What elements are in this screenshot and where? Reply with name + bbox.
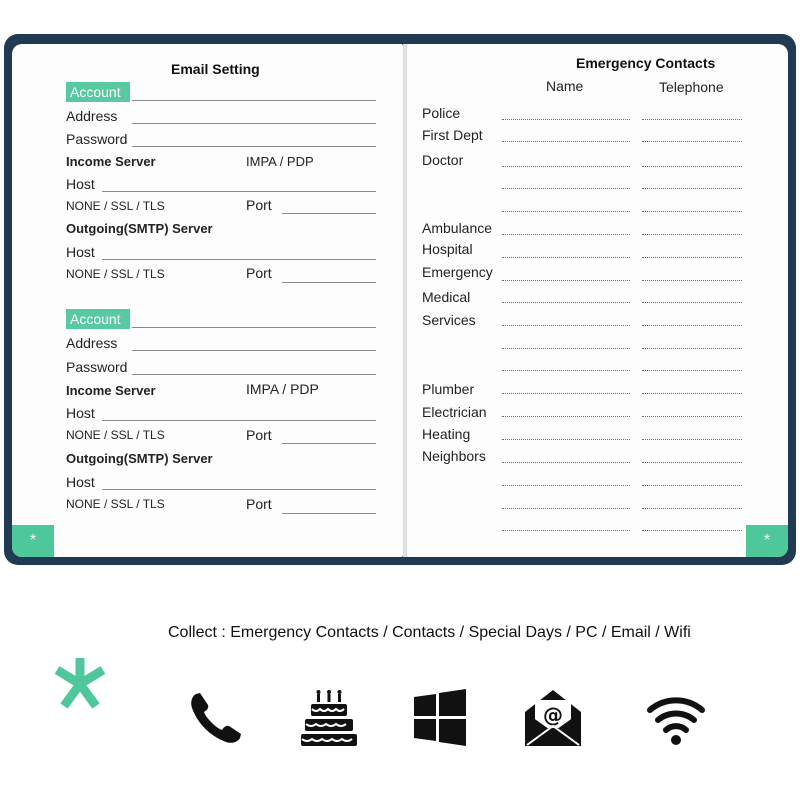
account-line	[132, 327, 376, 328]
host-line	[102, 191, 376, 192]
name-dotted-line	[502, 393, 630, 394]
out-port-label: Port	[246, 265, 272, 281]
contact-label-electrician: Electrician	[422, 404, 487, 420]
outgoing-server-label: Outgoing(SMTP) Server	[66, 221, 213, 236]
contact-label-police: Police	[422, 105, 461, 121]
name-dotted-line	[502, 462, 630, 463]
name-dotted-line	[502, 416, 630, 417]
emergency-contacts-title: Emergency Contacts	[576, 55, 716, 71]
contact-label-hospital: Hospital	[422, 241, 473, 257]
name-dotted-line	[502, 141, 630, 142]
security-label: NONE / SSL / TLS	[66, 428, 165, 442]
income-server-label: Income Server	[66, 154, 156, 169]
name-dotted-line	[502, 234, 630, 235]
password-label: Password	[66, 359, 128, 375]
right-corner-tab: *	[746, 525, 788, 557]
out-host-line	[102, 259, 376, 260]
svg-text:@: @	[543, 703, 563, 727]
name-dotted-line	[502, 439, 630, 440]
income-server-label: Income Server	[66, 383, 156, 398]
contact-label-ambulance: Ambulance	[422, 220, 493, 236]
email-envelope-icon	[523, 688, 583, 748]
telephone-dotted-line	[642, 119, 742, 120]
host-line	[102, 420, 376, 421]
address-line	[132, 123, 376, 124]
contact-label-plumber: Plumber	[422, 381, 475, 397]
address-label: Address	[66, 335, 118, 351]
spine	[403, 44, 407, 557]
contact-label-first-dept: First Dept	[422, 127, 483, 143]
name-dotted-line	[502, 280, 630, 281]
telephone-dotted-line	[642, 485, 742, 486]
address-label: Address	[66, 108, 118, 124]
name-column-header: Name	[546, 78, 584, 94]
telephone-dotted-line	[642, 280, 742, 281]
name-dotted-line	[502, 508, 630, 509]
contact-label-doctor: Doctor	[422, 152, 464, 168]
out-port-line	[282, 513, 376, 514]
telephone-dotted-line	[642, 325, 742, 326]
phone-icon	[186, 688, 246, 748]
port-line	[282, 443, 376, 444]
out-security-label: NONE / SSL / TLS	[66, 497, 165, 511]
out-host-label: Host	[66, 244, 95, 260]
account-label: Account	[66, 82, 130, 102]
port-line	[282, 213, 376, 214]
name-dotted-line	[502, 211, 630, 212]
telephone-dotted-line	[642, 439, 742, 440]
email-setting-title: Email Setting	[171, 61, 260, 77]
telephone-dotted-line	[642, 302, 742, 303]
contact-label-neighbors: Neighbors	[422, 448, 486, 464]
telephone-column-header: Telephone	[659, 79, 724, 95]
collect-caption: Collect : Emergency Contacts / Contacts / Special Days / PC / Email / Wifi	[168, 624, 691, 641]
contact-label-emergency: Emergency	[422, 264, 493, 280]
birthday-cake-icon	[299, 688, 359, 748]
password-line	[132, 146, 376, 147]
out-port-line	[282, 282, 376, 283]
host-label: Host	[66, 405, 95, 421]
out-port-label: Port	[246, 496, 272, 512]
contact-label-medical: Medical	[422, 289, 471, 305]
telephone-dotted-line	[642, 530, 742, 531]
host-label: Host	[66, 176, 95, 192]
out-security-label: NONE / SSL / TLS	[66, 267, 165, 281]
name-dotted-line	[502, 166, 630, 167]
telephone-dotted-line	[642, 211, 742, 212]
name-dotted-line	[502, 325, 630, 326]
telephone-dotted-line	[642, 257, 742, 258]
password-line	[132, 374, 376, 375]
name-dotted-line	[502, 188, 630, 189]
income-protocol-label: IMPA / PDP	[246, 381, 319, 397]
port-label: Port	[246, 427, 272, 443]
out-host-line	[102, 489, 376, 490]
telephone-dotted-line	[642, 416, 742, 417]
account-line	[132, 100, 376, 101]
telephone-dotted-line	[642, 370, 742, 371]
asterisk-icon	[52, 656, 108, 712]
port-label: Port	[246, 197, 272, 213]
telephone-dotted-line	[642, 393, 742, 394]
telephone-dotted-line	[642, 462, 742, 463]
name-dotted-line	[502, 485, 630, 486]
telephone-dotted-line	[642, 141, 742, 142]
left-corner-tab: *	[12, 525, 54, 557]
telephone-dotted-line	[642, 166, 742, 167]
telephone-dotted-line	[642, 234, 742, 235]
contact-label-heating: Heating	[422, 426, 471, 442]
contact-label-services: Services	[422, 312, 476, 328]
address-line	[132, 350, 376, 351]
outgoing-server-label: Outgoing(SMTP) Server	[66, 451, 213, 466]
name-dotted-line	[502, 119, 630, 120]
telephone-dotted-line	[642, 508, 742, 509]
income-protocol-label: IMPA / PDP	[246, 154, 314, 169]
name-dotted-line	[502, 348, 630, 349]
telephone-dotted-line	[642, 348, 742, 349]
name-dotted-line	[502, 257, 630, 258]
security-label: NONE / SSL / TLS	[66, 199, 165, 213]
telephone-dotted-line	[642, 188, 742, 189]
windows-icon	[410, 688, 470, 748]
account-label: Account	[66, 309, 130, 329]
out-host-label: Host	[66, 474, 95, 490]
name-dotted-line	[502, 302, 630, 303]
wifi-icon	[640, 688, 712, 748]
name-dotted-line	[502, 370, 630, 371]
name-dotted-line	[502, 530, 630, 531]
password-label: Password	[66, 131, 128, 147]
